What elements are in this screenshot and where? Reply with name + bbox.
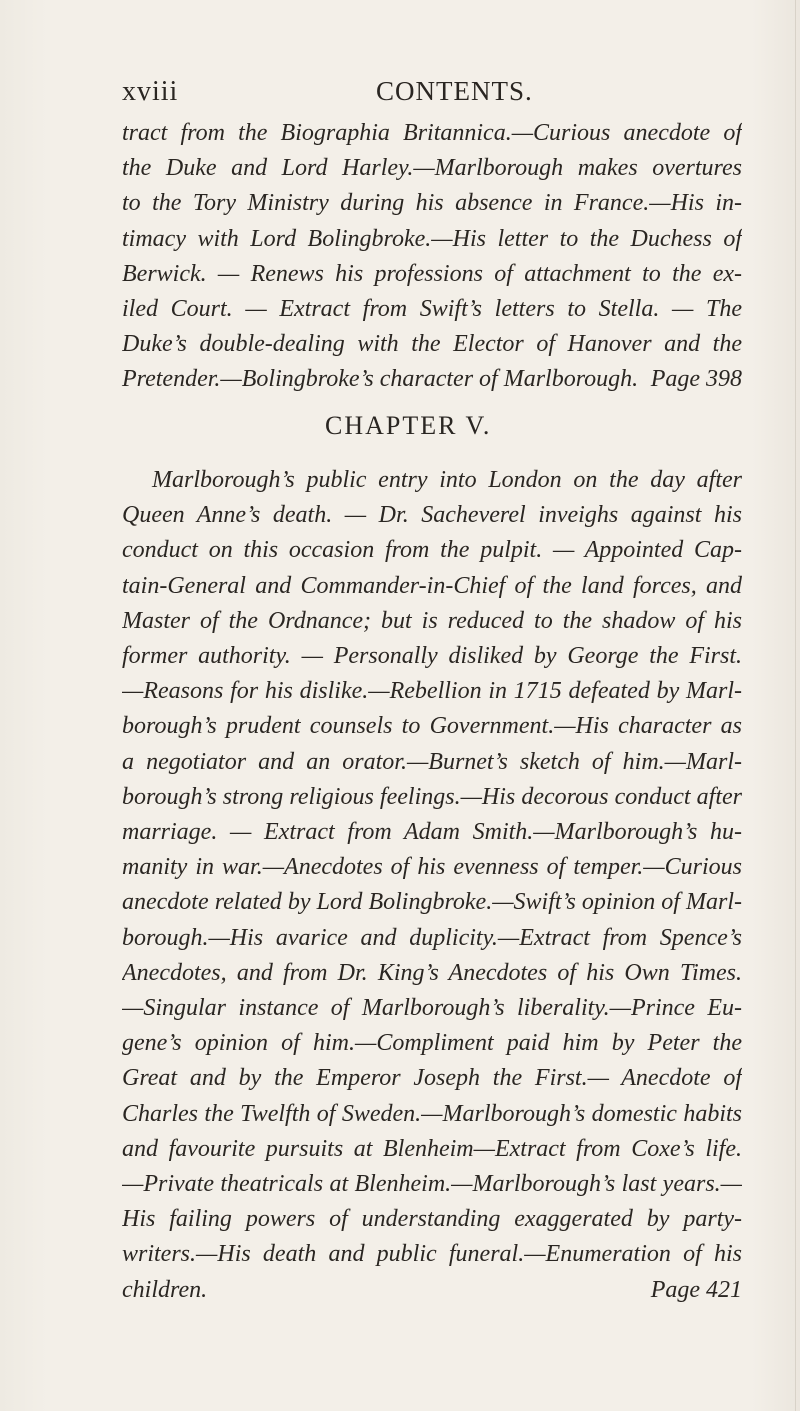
- chapter-summary: [122, 463, 742, 1308]
- chapter-line: borough’s prudent counsels to Government.—His character as: [122, 713, 742, 740]
- chapter-line: tain-General and Commander-in-Chief of the land forces, and: [122, 572, 742, 599]
- chapter-line: conduct on this occasion from the pulpit. — Appointed Cap-: [122, 537, 742, 564]
- chapter-line: borough.—His avarice and duplicity.—Extract from Spence’s: [122, 924, 742, 951]
- summary-line: to the Tory Ministry during his absence in France.—His in-: [122, 190, 742, 217]
- page-reference: Page 421: [650, 1276, 742, 1303]
- page-number: xviii: [122, 76, 179, 107]
- summary-last-text: Pretender.—Bolingbroke’s character of Marlborough.: [122, 366, 639, 393]
- chapter-line: Anecdotes, and from Dr. King’s Anecdotes of his Own Times.: [122, 959, 742, 986]
- chapter-line: Master of the Ordnance; but is reduced to the shadow of his: [122, 607, 742, 634]
- chapter-line: gene’s opinion of him.—Compliment paid him by Peter the: [122, 1030, 742, 1057]
- running-head-title: CONTENTS.: [376, 76, 533, 106]
- chapter-line: Charles the Twelfth of Sweden.—Marlborough’s domestic habits: [122, 1100, 742, 1127]
- chapter-final-line: [122, 1273, 742, 1308]
- summary-line: Berwick. — Renews his professions of attachment to the ex-: [122, 260, 742, 287]
- chapter-line: manity in war.—Anecdotes of his evenness of temper.—Curious: [122, 854, 742, 881]
- chapter-line: His failing powers of understanding exaggerated by party-: [122, 1206, 742, 1233]
- chapter-line: anecdote related by Lord Bolingbroke.—Swift’s opinion of Marl-: [122, 889, 742, 916]
- running-head: [122, 76, 742, 110]
- page-reference: Page 398: [650, 366, 742, 393]
- summary-continued: [122, 116, 742, 398]
- chapter-line: marriage. — Extract from Adam Smith.—Marlborough’s hu-: [122, 819, 742, 846]
- summary-line: tract from the Biographia Britannica.—Curious anecdote of: [122, 120, 742, 146]
- chapter-line: Queen Anne’s death. — Dr. Sacheverel inveighs against his: [122, 502, 742, 529]
- summary-final-line: [122, 362, 742, 397]
- chapter-last-text: children.: [122, 1276, 208, 1303]
- chapter-line: —Reasons for his dislike.—Rebellion in 1715 defeated by Marl-: [122, 678, 742, 705]
- chapter-line: Great and by the Emperor Joseph the First.— Anecdote of: [122, 1065, 742, 1092]
- chapter-line: a negotiator and an orator.—Burnet’s sketch of him.—Marl-: [122, 748, 742, 775]
- summary-line: Duke’s double-dealing with the Elector of Hanover and the: [122, 331, 742, 358]
- chapter-line: former authority. — Personally disliked by George the First.: [122, 643, 742, 670]
- summary-line: timacy with Lord Bolingbroke.—His letter to the Duchess of: [122, 225, 742, 252]
- summary-line: iled Court. — Extract from Swift’s letters to Stella. — The: [122, 296, 742, 323]
- chapter-line: and favourite pursuits at Blenheim—Extract from Coxe’s life.: [122, 1135, 742, 1162]
- chapter-line: —Singular instance of Marlborough’s liberality.—Prince Eu-: [122, 995, 742, 1022]
- chapter-heading: CHAPTER V.: [325, 411, 492, 440]
- chapter-line: Marlborough’s public entry into London on the day after: [152, 467, 742, 493]
- chapter-line: writers.—His death and public funeral.—Enumeration of his: [122, 1241, 742, 1268]
- summary-line: the Duke and Lord Harley.—Marlborough makes overtures: [122, 155, 742, 182]
- chapter-line: —Private theatricals at Blenheim.—Marlborough’s last years.—: [122, 1171, 742, 1198]
- chapter-line: borough’s strong religious feelings.—His decorous conduct after: [122, 783, 742, 810]
- page-edge: [795, 0, 796, 1411]
